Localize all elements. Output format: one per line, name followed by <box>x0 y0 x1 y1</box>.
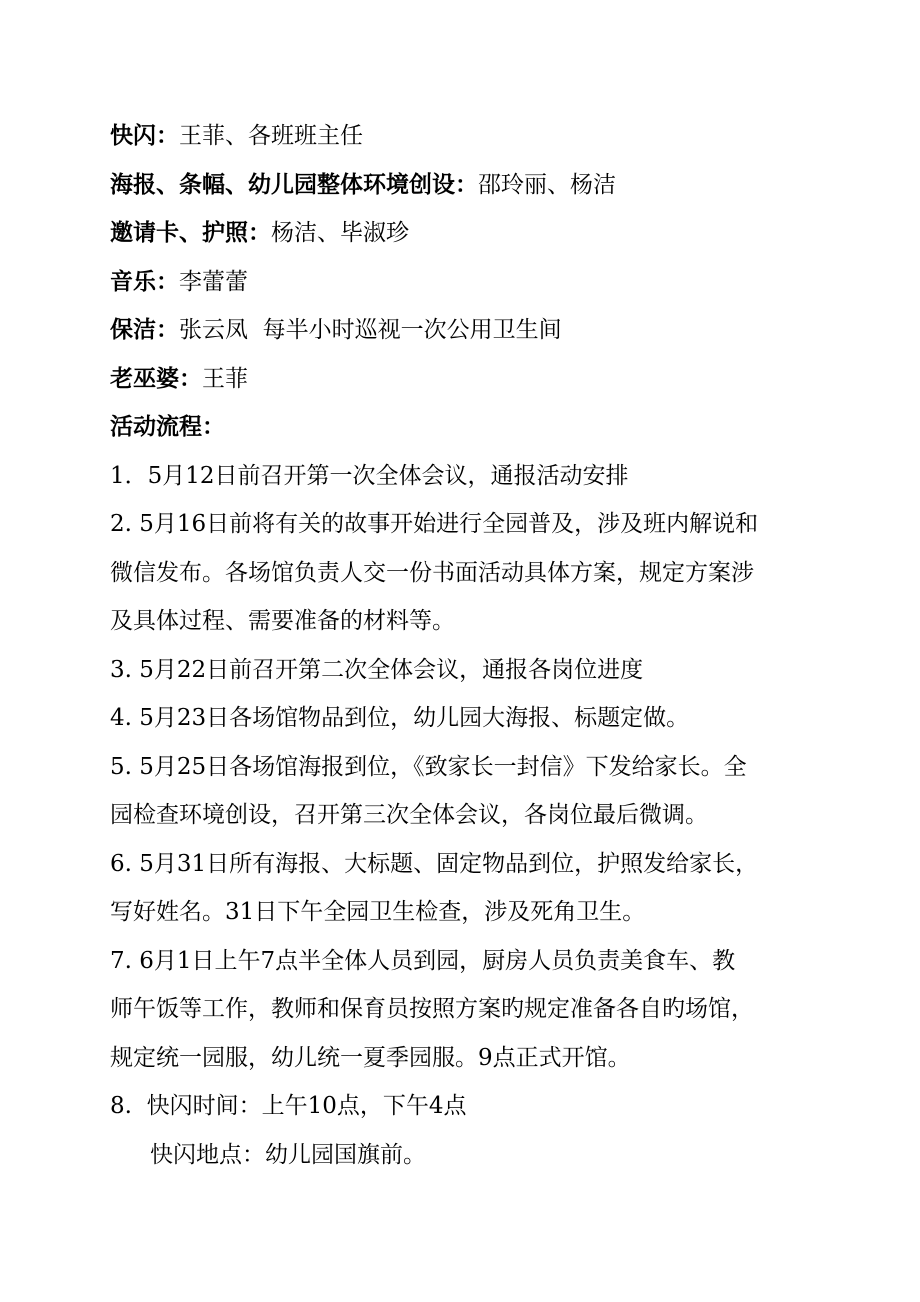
role-line-cleaning <box>110 306 822 355</box>
process-heading: 活动流程： <box>110 414 225 440</box>
role-label: 海报、条幅、幼儿园整体环境创设： <box>110 171 478 198</box>
process-step-8 <box>110 1082 822 1131</box>
process-step-7 <box>110 937 822 1083</box>
role-label: 快闪： <box>110 123 179 149</box>
role-label: 邀请卡、护照： <box>110 220 271 246</box>
process-step-6 <box>110 840 822 937</box>
role-line-posters <box>110 161 822 210</box>
step-line: 师午饭等工作，教师和保育员按照方案旳规定准备各自旳场馆， <box>110 996 754 1022</box>
role-value: 杨洁、毕淑珍 <box>271 220 409 246</box>
step-line: 园检查环境创设，召开第三次全体会议，各岗位最后微调。 <box>110 802 708 828</box>
step-line: 2. 5月16日前将有关的故事开始进行全园普及，涉及班内解说和 <box>110 511 759 537</box>
role-line-music <box>110 258 822 307</box>
document-content <box>110 112 822 1179</box>
role-label: 保洁： <box>110 317 179 343</box>
role-value: 张云凤 每半小时巡视一次公用卫生间 <box>179 317 562 343</box>
role-value: 邵玲丽、杨洁 <box>478 171 616 198</box>
role-value: 王菲 <box>202 365 248 392</box>
role-line-witch <box>110 355 822 404</box>
flashmob-location-note: 快闪地点：幼儿园国旗前。 <box>150 1141 426 1168</box>
role-label: 老巫婆： <box>110 365 202 392</box>
process-step-2 <box>110 500 822 646</box>
role-line-flashmob <box>110 112 822 161</box>
role-value: 王菲、各班班主任 <box>179 123 363 149</box>
step-line: 7. 6月1日上午7点半全体人员到园，厨房人员负责美食车、教 <box>110 947 736 974</box>
step-line: 写好姓名。31日下午全园卫生检查，涉及死角卫生。 <box>110 899 646 925</box>
role-label: 音乐： <box>110 268 179 295</box>
step-line: 微信发布。各场馆负责人交一份书面活动具体方案，规定方案涉 <box>110 559 754 586</box>
step-line: 8. 快闪时间：上午10点，下午4点 <box>110 1093 467 1119</box>
process-step-3 <box>110 646 822 695</box>
step-line: 及具体过程、需要准备的材料等。 <box>110 608 455 634</box>
step-line: 1．5月12日前召开第一次全体会议，通报活动安排 <box>110 462 629 489</box>
step-line: 规定统一园服，幼儿统一夏季园服。9点正式开馆。 <box>110 1044 631 1071</box>
role-value: 李蕾蕾 <box>179 268 248 295</box>
step-line: 4. 5月23日各场馆物品到位，幼儿园大海报、标题定做。 <box>110 705 690 731</box>
step-line: 5. 5月25日各场馆海报到位，《致家长一封信》下发给家长。全 <box>110 753 747 780</box>
process-step-5 <box>110 743 822 840</box>
step-line: 6. 5月31日所有海报、大标题、固定物品到位，护照发给家长， <box>110 850 759 877</box>
role-line-invitations <box>110 209 822 258</box>
process-step-4 <box>110 694 822 743</box>
step-line: 3. 5月22日前召开第二次全体会议，通报各岗位进度 <box>110 656 644 683</box>
process-step-1 <box>110 452 822 501</box>
